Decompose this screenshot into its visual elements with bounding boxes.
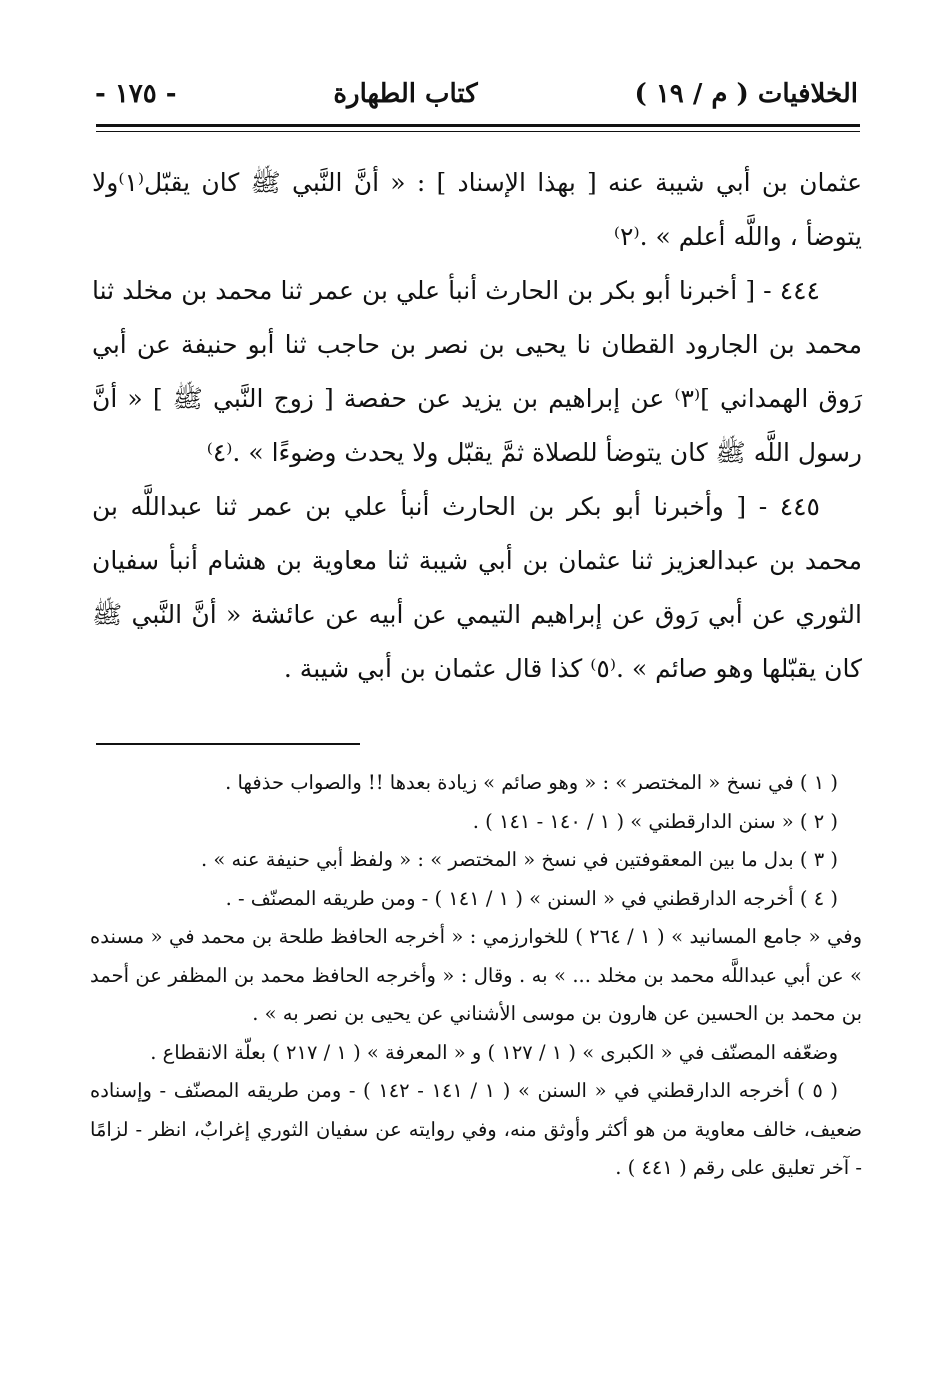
footnote-5: ( ٥ ) أخرجه الدارقطني في « السنن » ( ١ / ١٤١ - ١٤٢ ) - ومن طريقه المصنّف - وإسناده ضعيف، خالف معاوية من هو أكثر وأوثق منه، وفي روايته عن سفيان الثوري إغرابٌ، انظر - لزامًا - آخر تعليق على رقم ( ٤٤١ ) . [90,1079,862,1179]
main-text [92,156,862,696]
book-title: الخلافيات ( م / ١٩ ) [634,79,858,109]
chapter-title: كتاب الطهارة [333,79,478,109]
footnote-3: ( ٣ ) بدل ما بين المعقوفتين في نسخ « المختصر » : « ولفظ أبي حنيفة عنه » . [201,848,838,871]
footnote-2: ( ٢ ) « سنن الدارقطني » ( ١ / ١٤٠ - ١٤١ ) . [472,809,838,833]
header-rule-thin [96,131,860,132]
footnote-1: ( ١ ) في نسخ « المختصر » : « وهو صائم » زيادة بعدها !! والصواب حذفها . [225,771,838,794]
footnote-4-weakness: وضعّفه المصنّف في « الكبرى » ( ١ / ١٢٧ ) و « المعرفة » ( ١ / ٢١٧ ) بعلّة الانقطاع . [150,1040,838,1064]
footnote-4: ( ٤ ) أخرجه الدارقطني في « السنن » ( ١ / ١٤١ ) - ومن طريقه المصنّف - . [225,886,838,910]
footnotes [90,764,862,1188]
hadith-445: ٤٤٥ - [ وأخبرنا أبو بكر بن الحارث أنبأ علي بن عمر ثنا عبداللَّه بن محمد بن عبدالعزيز ثنا عثمان بن أبي شيبة ثنا معاوية بن هشام أنبأ سفيان الثوري عن أبي رَوق عن إبراهيم التيمي عن أبيه عن عائشة « أنَّ النَّبي ﷺ كان يقبّلها وهو صائم » .⁽٥⁾ كذا قال عثمان بن أبي شيبة . [92,492,862,683]
footnote-separator [96,743,360,745]
footnote-4-continuation: وفي « جامع المسانيد » ( ١ / ٢٦٤ ) للخوارزمي : « أخرجه الحافظ طلحة بن محمد في « مسنده » عن أبي عبداللَّه محمد بن مخلد ... » به . وقال : « وأخرجه الحافظ محمد بن المظفر عن أحمد بن محمد بن الحسين عن هارون بن موسى الأشناني عن يحيى بن نصر به » . [90,925,862,1025]
header-rule-thick [96,124,860,127]
paragraph-continuation: عثمان بن أبي شيبة عنه [ بهذا الإسناد ] : « أنَّ النَّبي ﷺ كان يقبّل⁽١⁾ولا يتوضأ ، واللَّه أعلم » .⁽٢⁾ [92,168,862,251]
hadith-444: ٤٤٤ - [ أخبرنا أبو بكر بن الحارث أنبأ علي بن عمر ثنا محمد بن مخلد ثنا محمد بن الجارود القطان نا يحيى بن نصر بن حاجب ثنا أبو حنيفة عن أبي رَوق الهمداني ]⁽٣⁾ عن إبراهيم بن يزيد عن حفصة [ زوج النَّبي ﷺ ] « أنَّ رسول اللَّه ﷺ كان يتوضأ للصلاة ثمَّ يقبّل ولا يحدث وضوءًا » .⁽٤⁾ [92,276,863,467]
page-header [95,72,858,116]
page-number: - ١٧٥ - [95,79,177,109]
